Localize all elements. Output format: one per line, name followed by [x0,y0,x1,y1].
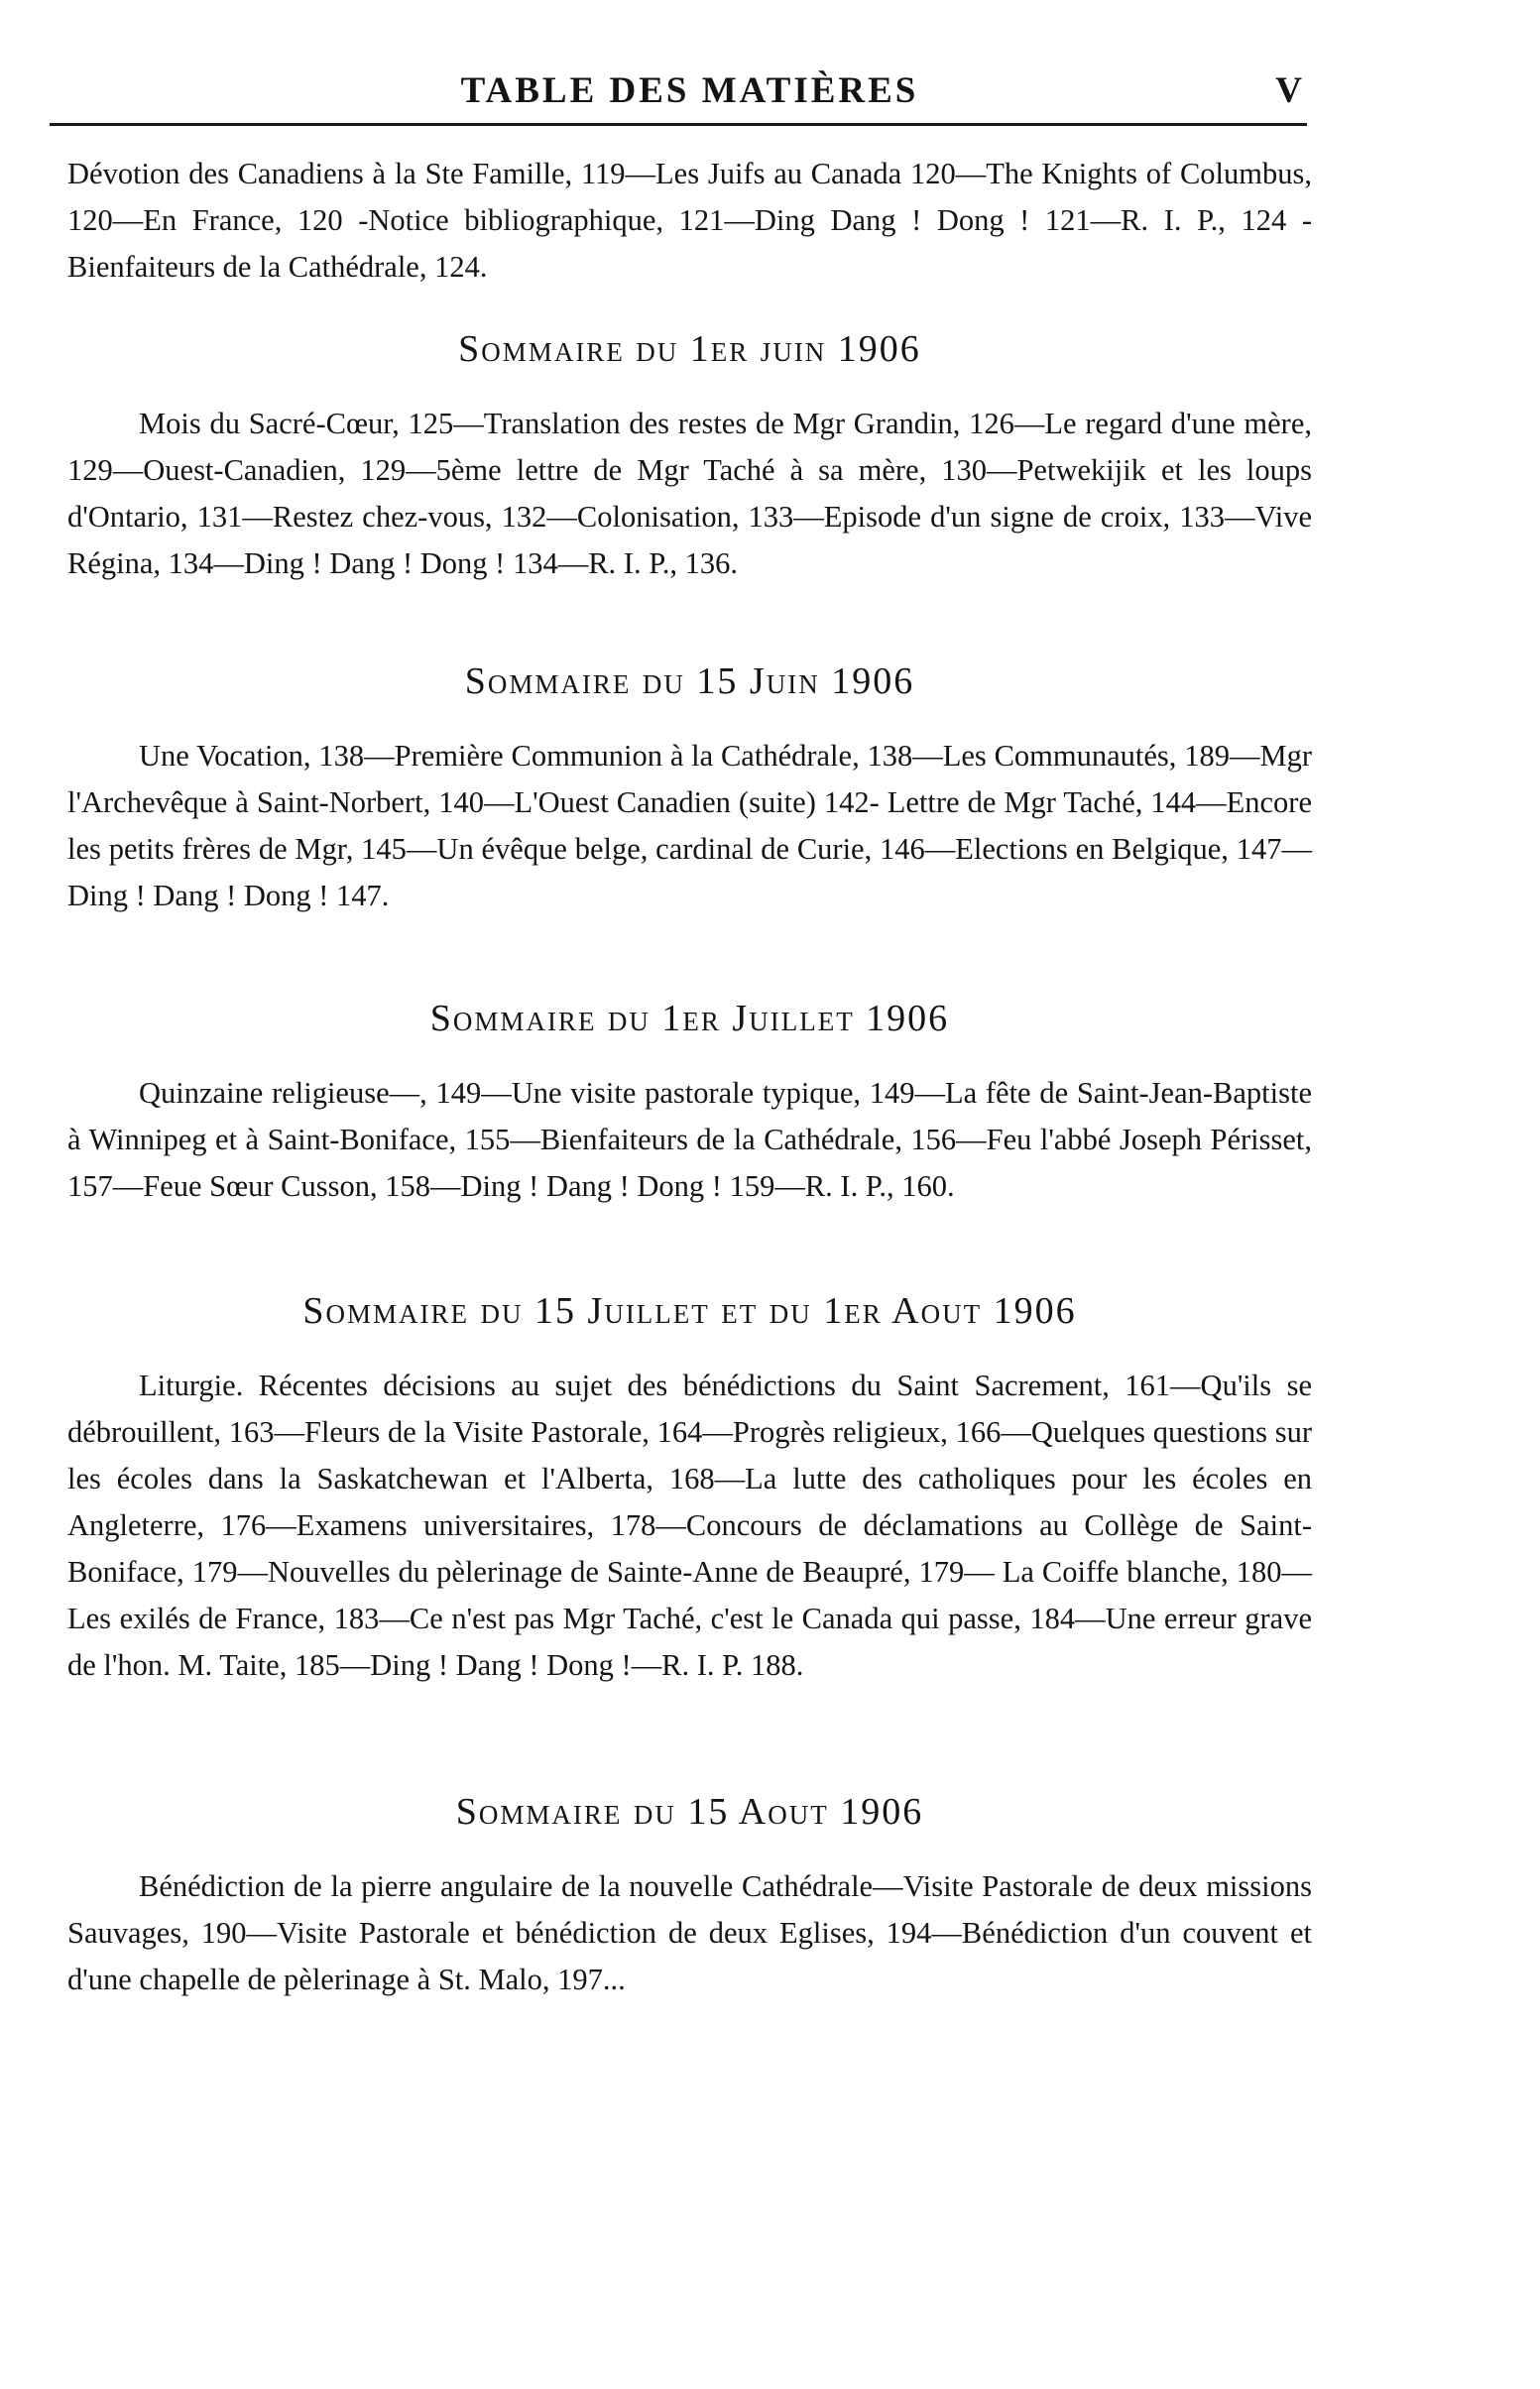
continued-entries [67,151,1312,291]
section-heading: Sommaire du 15 Juin 1906 [464,660,915,702]
section-paragraph: Quinzaine religieuse—, 149—Une visite pastorale typique, 149—La fête de Saint-Jean-Baptiste à Winnipeg et à Saint-Boniface, 155—Bienfaiteurs de la Cathédrale, 156—Feu l'abbé Joseph Périsset, 157—Feue Sœur Cusson, 158—Ding ! Dang ! Dong ! 159—R. I. P., 160. [67,1076,1312,1203]
section-paragraph: Liturgie. Récentes décisions au sujet des bénédictions du Saint Sacrement, 161—Qu'ils se débrouillent, 163—Fleurs de la Visite Pastorale, 164—Progrès religieux, 166—Quelques questions sur les écoles dans la Saskatchewan et l'Alberta, 168—La lutte des catholiques pour les écoles en Angleterre, 176—Examens universitaires, 178—Concours de déclamations au Collège de Saint-Boniface, 179—Nouvelles du pèlerinage de Sainte-Anne de Beaupré, 179— La Coiffe blanche, 180—Les exilés de France, 183—Ce n'est pas Mgr Taché, c'est le Canada qui passe, 184—Une erreur grave de l'hon. M. Taite, 185—Ding ! Dang ! Dong !—R. I. P. 188. [67,1369,1312,1682]
section-15-juillet-1er-aout-1906 [67,1289,1312,1689]
section-paragraph: Une Vocation, 138—Première Communion à la Cathédrale, 138—Les Communautés, 189—Mgr l'Archevêque à Saint-Norbert, 140—L'Ouest Canadien (suite) 142- Lettre de Mgr Taché, 144—Encore les petits frères de Mgr, 145—Un évêque belge, cardinal de Curie, 146—Elections en Belgique, 147—Ding ! Dang ! Dong ! 147. [67,739,1312,912]
section-15-aout-1906 [67,1790,1312,2003]
running-title: TABLE DES MATIÈRES [460,70,919,111]
section-heading: Sommaire du 1er juin 1906 [458,328,921,370]
section-1er-juillet-1906 [67,997,1312,1210]
section-heading: Sommaire du 15 Juillet et du 1er Aout 1906 [302,1290,1077,1332]
intro-paragraph: Dévotion des Canadiens à la Ste Famille, 119—Les Juifs au Canada 120—The Knights of Columbus, 120—En France, 120 -Notice bibliographique, 121—Ding Dang ! Dong ! 121—R. I. P., 124 -Bienfaiteurs de la Cathédrale, 124. [67,157,1312,284]
section-1er-juin-1906 [67,327,1312,587]
header-rule [50,123,1307,126]
page-number: V [1275,70,1302,111]
section-paragraph: Mois du Sacré-Cœur, 125—Translation des restes de Mgr Grandin, 126—Le regard d'une mère, 129—Ouest-Canadien, 129—5ème lettre de Mgr Taché à sa mère, 130—Petwekijik et les loups d'Ontario, 131—Restez chez-vous, 132—Colonisation, 133—Episode d'un signe de croix, 133—Vive Régina, 134—Ding ! Dang ! Dong ! 134—R. I. P., 136. [67,407,1312,580]
section-paragraph: Bénédiction de la pierre angulaire de la nouvelle Cathédrale—Visite Pastorale de deux missions Sauvages, 190—Visite Pastorale et bénédiction de deux Eglises, 194—Bénédiction d'un couvent et d'une chapelle de pèlerinage à St. Malo, 197... [67,1869,1312,1996]
section-15-juin-1906 [67,659,1312,919]
running-header [67,69,1312,119]
section-heading: Sommaire du 15 Aout 1906 [455,1791,924,1833]
section-heading: Sommaire du 1er Juillet 1906 [429,998,950,1039]
